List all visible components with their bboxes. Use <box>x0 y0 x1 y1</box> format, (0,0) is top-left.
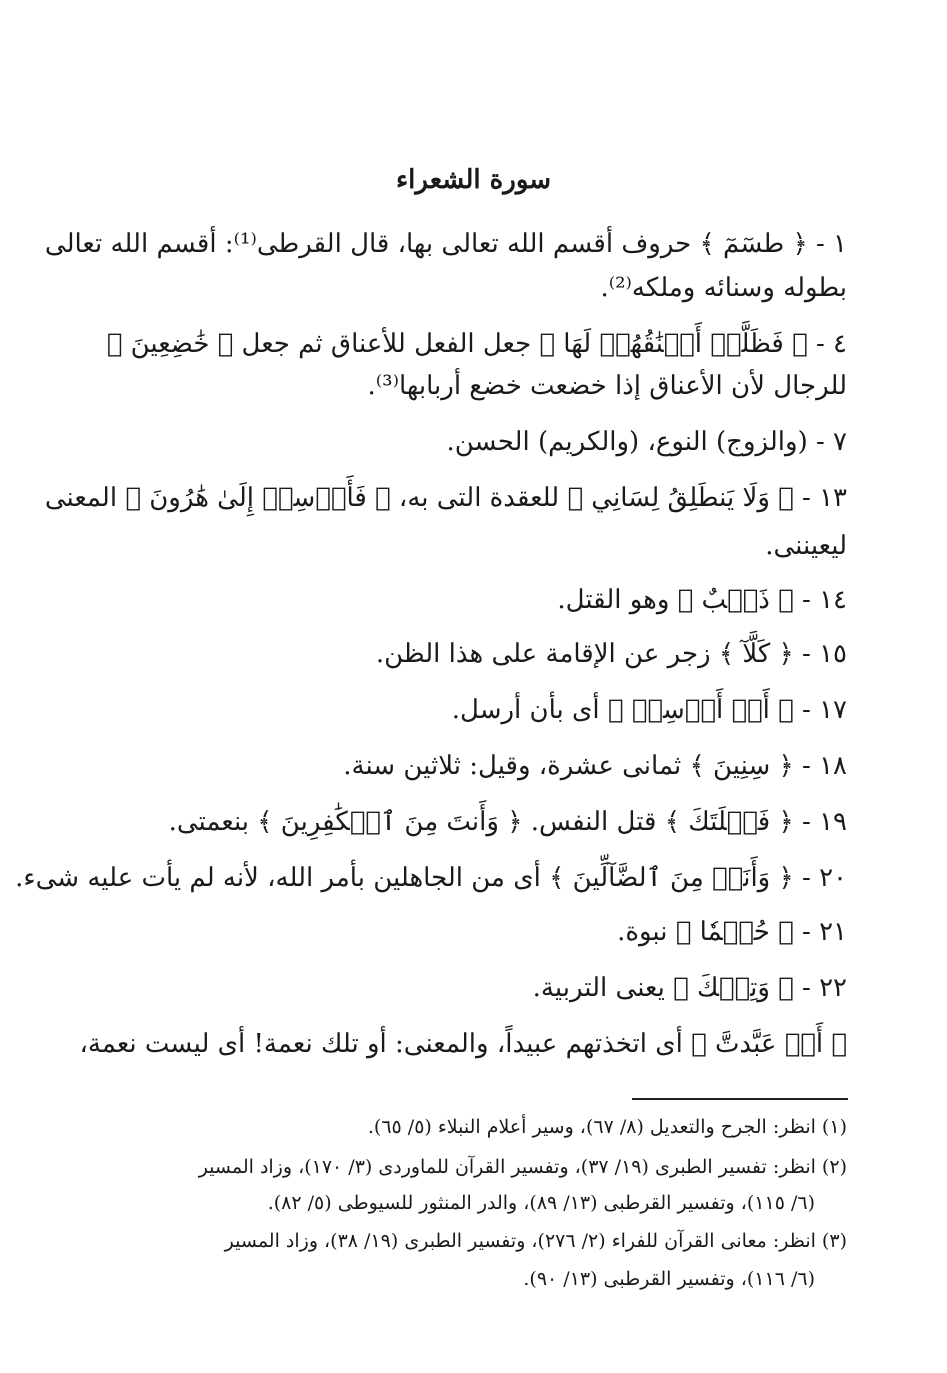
entry-line: ١٥ - ﴿ كَلَّآ ﴾ زجر عن الإقامة على هذا الظن. <box>375 639 847 669</box>
entry-line: ﴿ أَنۡ عَبَّدتَّ ﴾ أى اتخذتهم عبيداً، والمعنى: أو تلك نعمة! أى ليست نعمة، <box>79 1029 847 1059</box>
entry-line: للرجال لأن الأعناق إذا خضعت خضع أربابها⁽³⁾. <box>367 371 847 401</box>
footnote-line: (٦/ ١١٦)، وتفسير القرطبى (١٣/ ٩٠). <box>523 1268 815 1290</box>
footnote-separator <box>632 1098 848 1100</box>
entry-line: ٧ - (والزوج) النوع، (والكريم) الحسن. <box>446 427 847 457</box>
footnote-line: (١) انظر: الجرح والتعديل (٨/ ٦٧)، وسير أعلام النبلاء (٥/ ٦٥). <box>367 1116 847 1138</box>
entry-line: ٢١ - ﴿ حُكۡمٗا ﴾ نبوة. <box>617 917 847 947</box>
entry-line: بطوله وسنائه وملكه⁽²⁾. <box>600 273 847 303</box>
entry-line: ليعيننى. <box>765 531 847 561</box>
entry-line: ٢٠ - ﴿ وَأَنَا۠ مِنَ ٱلضَّآلِّينَ ﴾ أى من الجاهلين بأمر الله، لأنه لم يأت عليه شىء. <box>15 863 847 893</box>
entry-line: ١٤ - ﴿ ذَنۢبٌ ﴾ وهو القتل. <box>557 585 847 615</box>
footnote-line: (٣) انظر: معانى القرآن للفراء (٢/ ٢٧٦)، وتفسير الطبرى (١٩/ ٣٨)، وزاد المسير <box>224 1230 847 1252</box>
entry-line: ١٨ - ﴿ سِنِينَ ﴾ ثمانى عشرة، وقيل: ثلاثين سنة. <box>343 751 847 781</box>
entry-line: ١٣ - ﴿ وَلَا يَنطَلِقُ لِسَانِي ﴾ للعقدة التى به، ﴿ فَأَرۡسِلۡ إِلَىٰ هَٰرُونَ ﴾ المعنى <box>44 483 847 513</box>
entry-line: ١ - ﴿ طسٓمٓ ﴾ حروف أقسم الله تعالى بها، قال القرطى⁽¹⁾: أقسم الله تعالى <box>44 229 847 259</box>
surah-title: سورة الشعراء <box>395 165 552 195</box>
footnote-line: (٦/ ١١٥)، وتفسير القرطبى (١٣/ ٨٩)، والدر المنثور للسيوطى (٥/ ٨٢). <box>267 1192 815 1214</box>
entry-line: ٤ - ﴿ فَظَلَّتۡ أَعۡنَٰقُهُمۡ لَهَا ﴾ جعل الفعل للأعناق ثم جعل ﴿ خَٰضِعِينَ ﴾ <box>106 329 847 359</box>
entry-line: ١٧ - ﴿ أَنۡ أَرۡسِلۡ ﴾ أى بأن أرسل. <box>451 695 847 725</box>
entry-line: ١٩ - ﴿ فَعۡلَتَكَ ﴾ قتل النفس. ﴿ وَأَنتَ مِنَ ٱلۡكَٰفِرِينَ ﴾ بنعمتى. <box>168 807 847 837</box>
footnote-line: (٢) انظر: تفسير الطبرى (١٩/ ٣٧)، وتفسير القرآن للماوردى (٣/ ١٧٠)، وزاد المسير <box>198 1156 847 1178</box>
entry-line: ٢٢ - ﴿ وَتِلۡكَ ﴾ يعنى التربية. <box>532 973 847 1003</box>
